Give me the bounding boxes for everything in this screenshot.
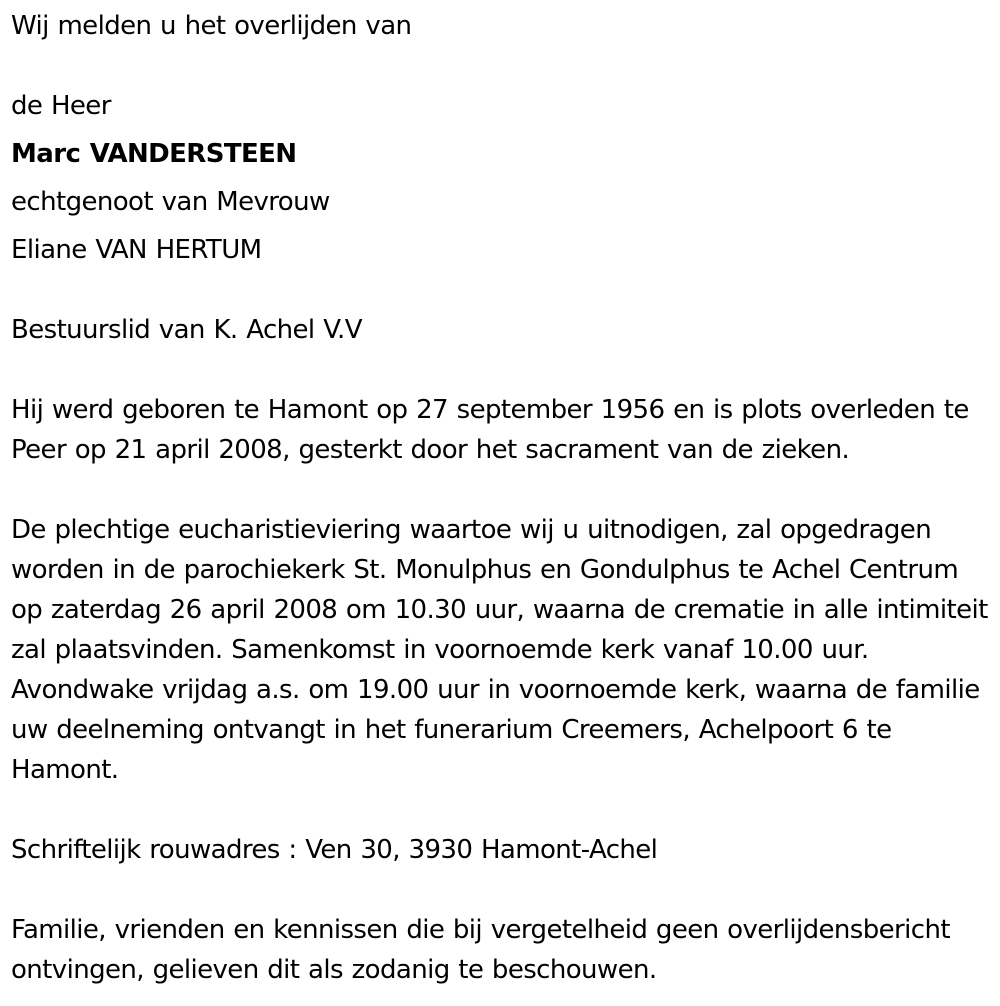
role-text: Bestuurslid van K. Achel V.V: [11, 315, 362, 345]
ceremony-paragraph: De plechtige eucharistieviering waartoe wij u uitnodigen, zal opgedragen worden in de parochiekerk St. Monulphus en Gondulphus te Achel Centrum op zaterdag 26 april 2008 om 10.30 uur, waarna de crematie in alle intimiteit zal plaatsvinden. Samenkomst in voornoemde kerk vanaf 10.00 uur. Avondwake vrijdag a.s. om 19.00 uur in voornoemde kerk, waarna de familie uw deelneming ontvangt in het funerarium Creemers, Achelpoort 6 te Hamont.: [11, 515, 988, 785]
spouse-line: echtgenoot van Mevrouw: [11, 187, 330, 217]
condolence-address: Schriftelijk rouwadres : Ven 30, 3930 Hamont-Achel: [11, 835, 658, 865]
closing-paragraph: Familie, vrienden en kennissen die bij vergetelheid geen overlijdensbericht ontvingen, gelieven dit als zodanig te beschouwen.: [11, 915, 950, 985]
deceased-name: Marc VANDERSTEEN: [11, 139, 297, 169]
spouse-name: Eliane VAN HERTUM: [11, 235, 262, 265]
birth-death-paragraph: Hij werd geboren te Hamont op 27 september 1956 en is plots overleden te Peer op 21 april 2008, gesterkt door het sacrament van de zieken.: [11, 395, 969, 465]
intro-text: Wij melden u het overlijden van: [11, 11, 412, 41]
death-notice: [11, 6, 991, 990]
deceased-title: de Heer: [11, 91, 111, 121]
